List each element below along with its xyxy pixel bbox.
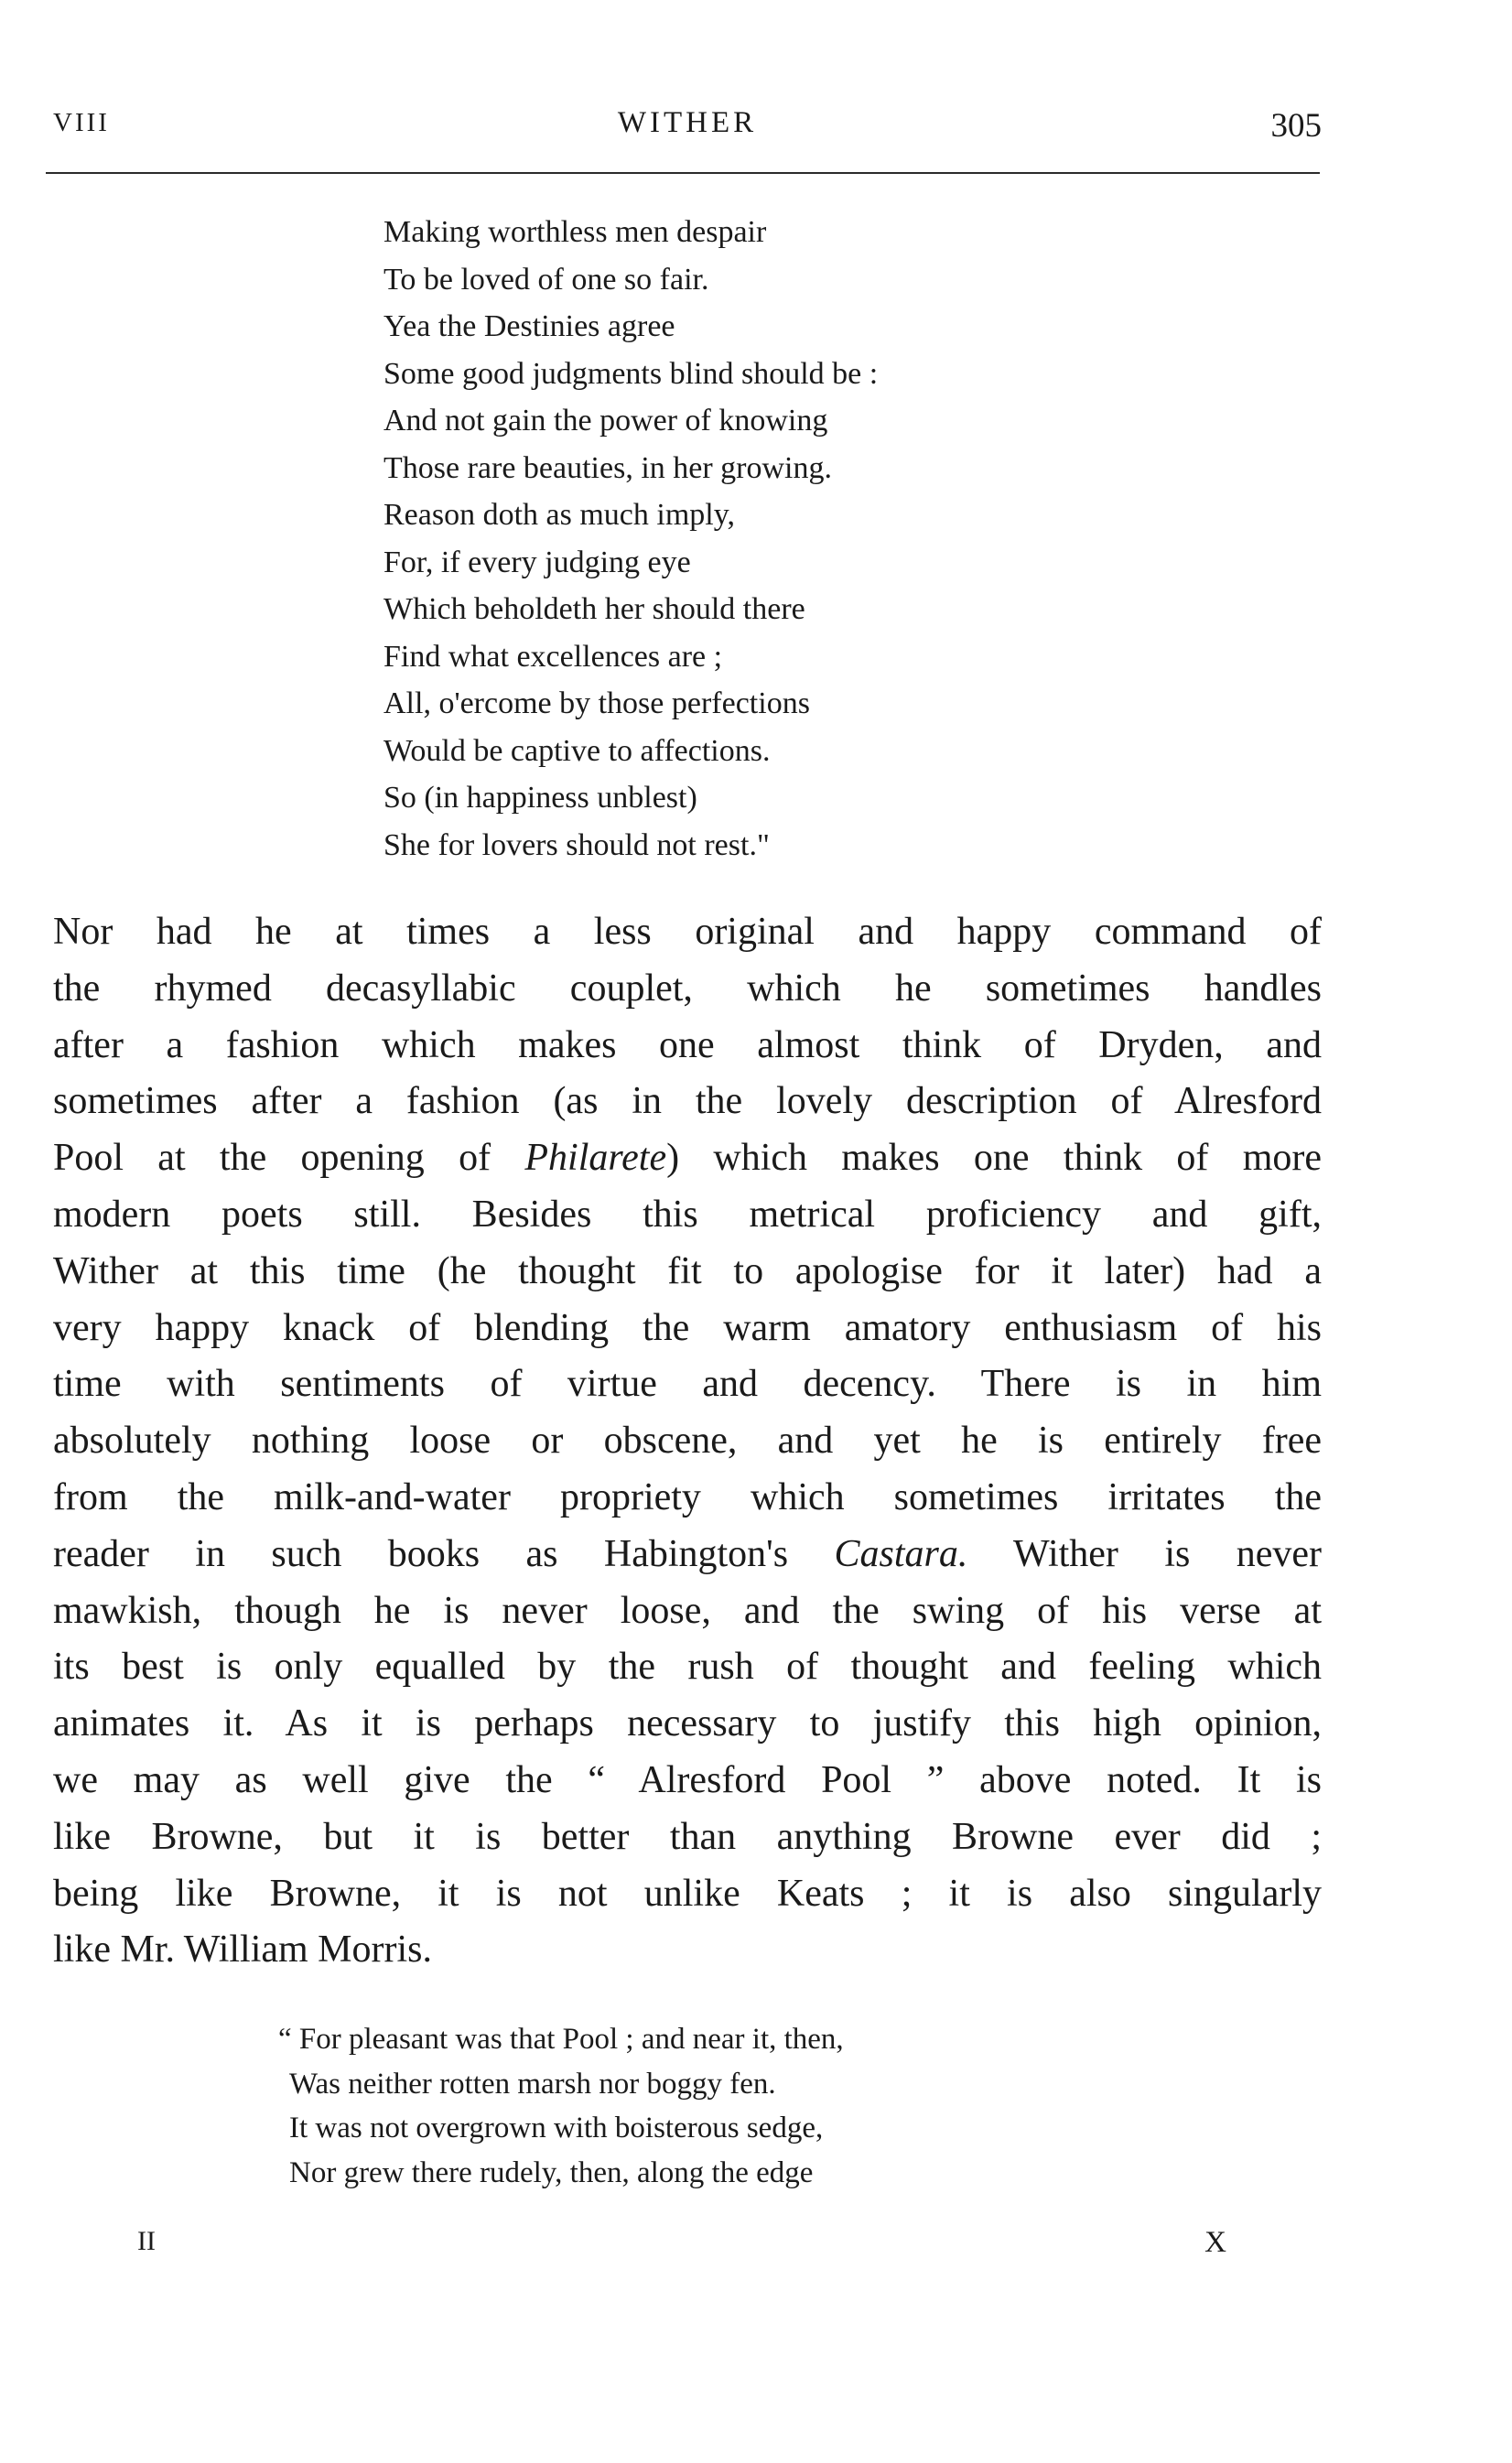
paragraph-line	[53, 1527, 1322, 1583]
paragraph-line	[53, 904, 1322, 961]
line-text: mawkish, though he is never loose, and the swing of his verse at	[53, 1589, 1322, 1632]
line-text: time with sentiments of virtue and decency. There is in him	[53, 1363, 1322, 1406]
verse-line: She for lovers should not rest."	[383, 827, 770, 862]
line-text: ) which makes one think of more	[666, 1137, 1323, 1180]
verse-line: All, o'ercome by those perfections	[383, 686, 810, 720]
signature-number: II	[137, 2226, 156, 2256]
verse-line: “ For pleasant was that Pool ; and near it, then,	[278, 2023, 844, 2056]
verse-line: Nor grew there rudely, then, along the edge	[289, 2155, 814, 2189]
verse-line: Some good judgments blind should be :	[383, 356, 879, 391]
running-title: WITHER	[617, 106, 758, 139]
line-text: Wither at this time (he thought fit to apologise for it later) had a	[53, 1249, 1322, 1292]
verse-line: Would be captive to affections.	[383, 733, 771, 768]
paragraph-line	[53, 961, 1322, 1018]
line-text: modern poets still. Besides this metrical proficiency and gift,	[53, 1193, 1322, 1236]
verse-line: And not gain the power of knowing	[383, 404, 828, 438]
paragraph-line	[53, 1356, 1322, 1413]
paragraph-line	[53, 1583, 1322, 1640]
line-text: Wither is never	[967, 1532, 1322, 1575]
paragraph-line	[53, 1922, 1322, 1979]
verse-line: For, if every judging eye	[383, 545, 691, 579]
paragraph-line	[53, 1244, 1322, 1301]
verse-line: Making worthless men despair	[383, 215, 767, 249]
line-text: like Browne, but it is better than anything Browne ever did ;	[53, 1815, 1322, 1858]
line-text: Pool at the opening of	[53, 1137, 525, 1180]
paragraph-line	[53, 1413, 1322, 1470]
paragraph-line	[53, 1753, 1322, 1809]
verse-line: To be loved of one so fair.	[383, 262, 709, 297]
verse-quotation-top	[383, 209, 878, 869]
paragraph-line	[53, 1187, 1322, 1244]
paragraph-line	[53, 1696, 1322, 1753]
line-text: reader in such books as Habington's	[53, 1532, 835, 1575]
line-text: the rhymed decasyllabic couplet, which he sometimes handles	[53, 967, 1322, 1010]
verse-line: Yea the Destinies agree	[383, 309, 675, 343]
verse-quotation-bottom	[278, 2017, 844, 2195]
line-text: Nor had he at times a less original and happy command of	[53, 911, 1322, 953]
paragraph-line	[53, 1470, 1322, 1527]
verse-line: It was not overgrown with boisterous sedge,	[289, 2112, 824, 2144]
paragraph-line	[53, 1809, 1322, 1866]
paragraph-line	[53, 1074, 1322, 1130]
verse-line: Which beholdeth her should there	[383, 592, 805, 626]
header-rule	[46, 172, 1320, 174]
italic-title-castara: Castara.	[834, 1532, 968, 1575]
paragraph-line	[53, 1018, 1322, 1075]
line-text: absolutely nothing loose or obscene, and yet he is entirely free	[53, 1420, 1322, 1463]
line-text: like Mr. William Morris.	[53, 1928, 433, 1971]
verse-line: Those rare beauties, in her growing.	[383, 450, 832, 485]
line-text: being like Browne, it is not unlike Keats ; it is also singularly	[53, 1872, 1322, 1915]
verse-line: Find what excellences are ;	[383, 639, 723, 674]
verse-line: Was neither rotten marsh nor boggy fen.	[289, 2067, 776, 2101]
line-text: very happy knack of blending the warm amatory enthusiasm of his	[53, 1306, 1322, 1349]
line-text: animates it. As it is perhaps necessary to justify this high opinion,	[53, 1702, 1322, 1745]
paragraph-line	[53, 1301, 1322, 1357]
line-text: sometimes after a fashion (as in the lovely description of Alresford	[53, 1080, 1322, 1123]
paragraph-line	[53, 1866, 1322, 1923]
italic-title-philarete: Philarete	[524, 1137, 667, 1180]
paragraph-line	[53, 1639, 1322, 1696]
line-text: we may as well give the “ Alresford Pool ” above noted. It is	[53, 1758, 1322, 1801]
paragraph-line	[53, 1130, 1322, 1187]
running-header	[53, 103, 1322, 157]
page-footer	[137, 2226, 1226, 2272]
signature-letter: X	[1204, 2226, 1226, 2259]
verse-line: So (in happiness unblest)	[383, 781, 697, 815]
line-text: its best is only equalled by the rush of thought and feeling which	[53, 1646, 1322, 1689]
line-text: from the milk-and-water propriety which sometimes irritates the	[53, 1475, 1322, 1518]
line-text: after a fashion which makes one almost think of Dryden, and	[53, 1023, 1322, 1066]
chapter-number: VIII	[53, 108, 110, 137]
body-paragraph	[53, 904, 1322, 1979]
verse-line: Reason doth as much imply,	[383, 498, 736, 532]
page-number: 305	[1270, 107, 1322, 145]
